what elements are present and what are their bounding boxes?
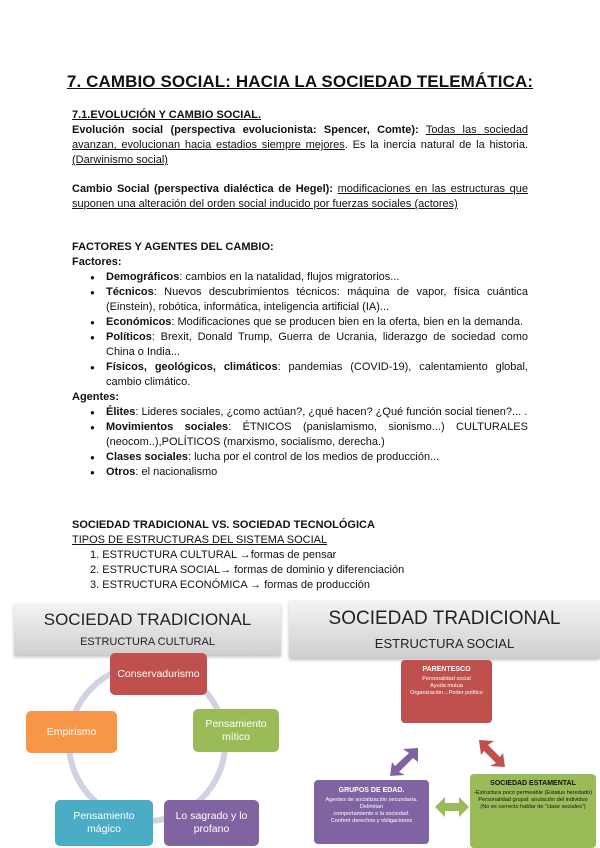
list-item xyxy=(72,360,528,390)
node-line: Conferir derechos y obligaciones xyxy=(330,818,413,824)
page-title: 7. CAMBIO SOCIAL: HACIA LA SOCIEDAD TELEMÁTICA: xyxy=(66,72,534,91)
item-desc: : cambios en la natalidad, flujos migratorios... xyxy=(179,271,400,283)
node-pensamiento-magico: Pensamiento mágico xyxy=(55,800,153,846)
list-item xyxy=(72,315,528,330)
agentes-label: Agentes: xyxy=(72,391,120,403)
node-line: Organización→Poder político xyxy=(410,690,483,696)
node-title: GRUPOS DE EDAD. xyxy=(338,787,405,794)
node-title: SOCIEDAD ESTAMENTAL xyxy=(490,780,576,787)
item-desc: : el nacionalismo xyxy=(135,466,218,478)
list-item xyxy=(72,450,528,465)
item-term: Técnicos xyxy=(106,286,154,298)
evolucion-definition: Todas las sociedad avanzan, evolucionan hacia estadios siempre mejores xyxy=(72,124,528,151)
arrow-green-icon xyxy=(435,797,469,817)
list-item: 1. ESTRUCTURA CULTURAL →formas de pensar xyxy=(90,549,337,561)
sociedad-heading: SOCIEDAD TRADICIONAL VS. SOCIEDAD TECNOLÓGICA xyxy=(72,519,375,531)
node-grupos-edad xyxy=(314,780,429,844)
agentes-list xyxy=(72,405,528,480)
darwinismo-note: (Darwinismo social) xyxy=(72,154,168,166)
node-pensamiento-mitico: Pensamiento mítico xyxy=(193,709,279,752)
node-conservadurismo: Conservadurismo xyxy=(110,653,207,695)
list-item xyxy=(72,285,528,315)
item-term: Demográficos xyxy=(106,271,180,283)
evolucion-rest: . Es la inercia natural de la historia. xyxy=(344,139,529,151)
item-term: Físicos, geológicos, climáticos xyxy=(106,361,278,373)
node-line: Personalidad social xyxy=(422,676,471,682)
list-item xyxy=(72,420,528,450)
node-title: PARENTESCO xyxy=(422,666,471,673)
diagram-subtitle: ESTRUCTURA CULTURAL xyxy=(80,636,215,648)
list-item xyxy=(72,405,528,420)
diagram-subtitle: ESTRUCTURA SOCIAL xyxy=(374,636,515,651)
evolucion-paragraph xyxy=(72,123,528,168)
node-line: Ayuda mutua xyxy=(430,683,463,689)
item-desc: : Brexit, Donald Trump, Guerra de Ucrania, liderazgo de sociedad como China o India... xyxy=(106,331,528,358)
node-empirismo: Empirismo xyxy=(26,711,117,753)
cambio-label: Cambio Social (perspectiva dialéctica de Hegel): xyxy=(72,183,333,195)
node-line: Agentes de socialización secundaria. Delimitan xyxy=(325,797,418,810)
list-item xyxy=(72,465,528,480)
item-desc: : ÉTNICOS (panislamismo, sionismo...) CULTURALES (neocom..),POLÍTICOS (marxismo, socialismo, derecha.) xyxy=(106,421,528,448)
diagram-title: SOCIEDAD TRADICIONAL xyxy=(328,608,561,629)
section-factores xyxy=(72,240,528,480)
item-desc: : pandemias (COVID-19), calentamiento global, cambio climático. xyxy=(106,361,528,388)
item-term: Movimientos sociales xyxy=(106,421,229,433)
section-evolucion xyxy=(72,108,528,168)
diagram-estructura-social xyxy=(289,600,600,848)
list-item: 2. ESTRUCTURA SOCIAL→ formas de dominio y diferenciación xyxy=(90,564,405,576)
item-desc: : Modificaciones que se producen bien en la oferta, bien en la demanda. xyxy=(171,316,524,328)
item-desc: : Lideres sociales, ¿como actúan?, ¿qué hacen? ¿Qué función social tienen?... . xyxy=(135,406,528,418)
node-line: Personalidad grupal: anulación del individuo xyxy=(478,797,588,803)
list-item: 3. ESTRUCTURA ECONÓMICA → formas de producción xyxy=(90,579,370,591)
node-parentesco xyxy=(401,660,492,723)
item-term: Élites xyxy=(106,406,136,418)
estructuras-list xyxy=(72,548,528,593)
item-term: Otros xyxy=(106,466,136,478)
node-line: -Estructura poco permeable (Estatus heredado) xyxy=(473,790,593,796)
item-term: Políticos xyxy=(106,331,152,343)
arrow-red-icon xyxy=(479,740,505,767)
factores-list xyxy=(72,270,528,390)
cambio-definition: modificaciones en las estructuras que suponen una alteración del orden social inducido por fuerzas sociales (actores) xyxy=(72,183,528,210)
item-term: Económicos xyxy=(106,316,172,328)
factores-heading: FACTORES Y AGENTES DEL CAMBIO: xyxy=(72,241,274,253)
cambio-paragraph xyxy=(72,182,528,212)
node-line: (No es correcto hablar de "clase sociales") xyxy=(480,804,586,810)
section-heading: 7.1.EVOLUCIÓN Y CAMBIO SOCIAL. xyxy=(72,109,262,121)
item-term: Clases sociales xyxy=(106,451,188,463)
node-line: comportamiento e la sociedad. xyxy=(333,811,410,817)
diagram-estructura-cultural xyxy=(14,603,281,848)
factores-label: Factores: xyxy=(72,256,122,268)
item-desc: : lucha por el control de los medios de producción... xyxy=(187,451,440,463)
section-sociedad xyxy=(72,518,528,593)
node-sociedad-estamental xyxy=(470,774,596,848)
evolucion-label: Evolución social (perspectiva evolucionista: Spencer, Comte): xyxy=(72,124,419,136)
sociedad-subheading: TIPOS DE ESTRUCTURAS DEL SISTEMA SOCIAL xyxy=(72,534,328,546)
node-sagrado-profano: Lo sagrado y lo profano xyxy=(164,800,259,846)
diagram-title: SOCIEDAD TRADICIONAL xyxy=(43,610,252,629)
list-item xyxy=(72,330,528,360)
item-desc: : Nuevos descubrimientos técnicos: máquina de vapor, física cuántica (Einstein), robótica, informática, inteligencia artificial (IA)... xyxy=(106,286,528,313)
arrow-purple-icon xyxy=(390,748,418,776)
list-item xyxy=(72,270,528,285)
